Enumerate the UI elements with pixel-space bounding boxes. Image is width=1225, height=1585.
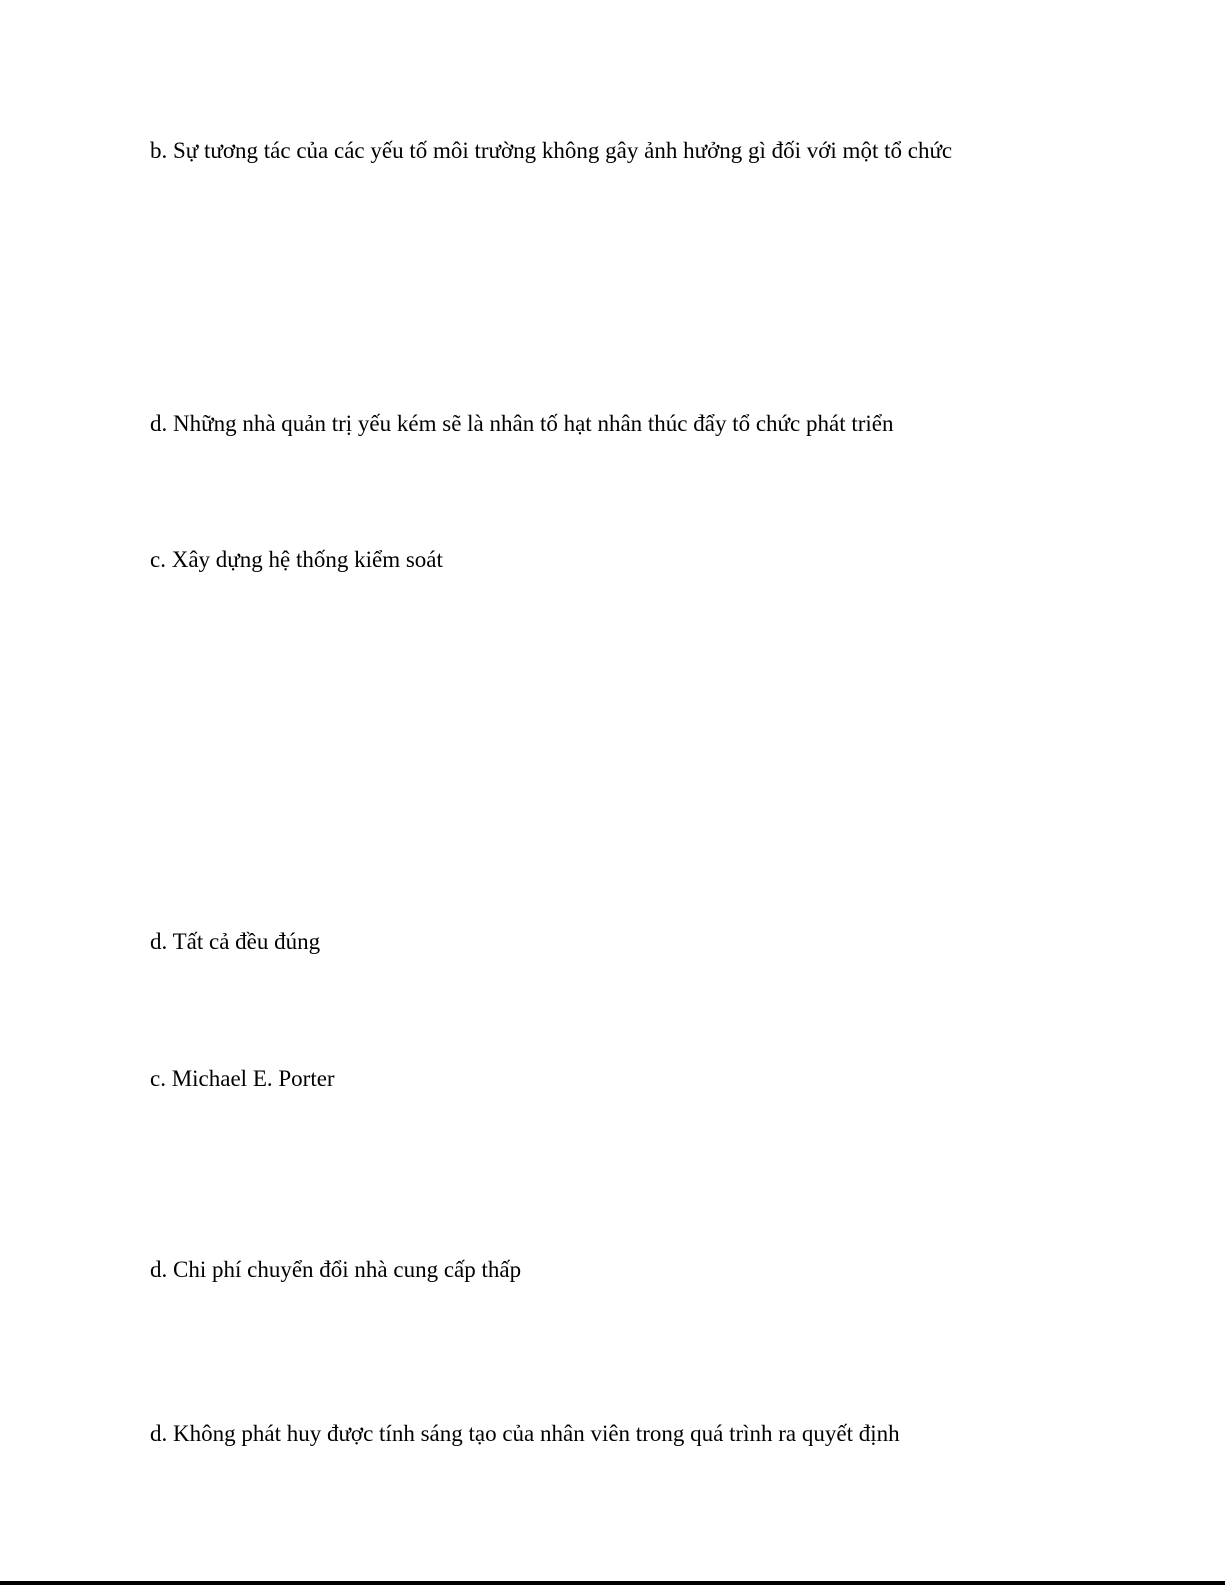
answer-line: d. Những nhà quản trị yếu kém sẽ là nhân tố hạt nhân thúc đẩy tổ chức phát triển — [150, 411, 894, 436]
answer-line: b. Sự tương tác của các yếu tố môi trường không gây ảnh hưởng gì đối với một tổ chức — [150, 138, 953, 163]
answer-line: d. Không phát huy được tính sáng tạo của nhân viên trong quá trình ra quyết định — [150, 1421, 900, 1446]
answer-line: d. Tất cả đều đúng — [150, 929, 321, 954]
answer-line: d. Chi phí chuyển đổi nhà cung cấp thấp — [150, 1257, 522, 1282]
answer-line: c. Xây dựng hệ thống kiểm soát — [150, 547, 443, 572]
page-bottom-border — [0, 1581, 1225, 1585]
answer-line: c. Michael E. Porter — [150, 1066, 335, 1091]
